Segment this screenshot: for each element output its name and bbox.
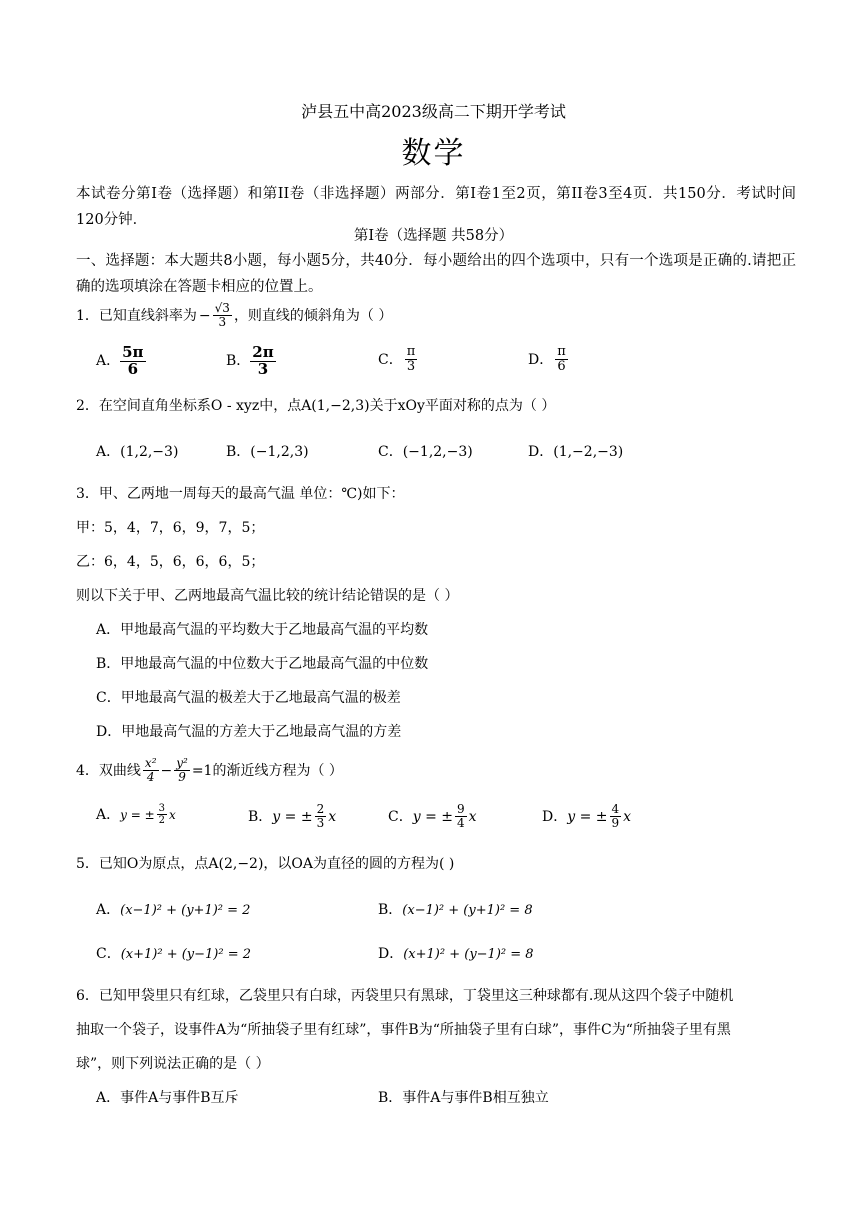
intro-paragraph: 本试卷分第I卷（选择题）和第II卷（非选择题）两部分．第I卷1至2页，第II卷3至4页．共150分．考试时间120分钟． bbox=[76, 186, 796, 228]
q3-option-c: C．甲地最高气温的极差大于乙地最高气温的极差 bbox=[96, 690, 401, 706]
q3-data-yi: 乙：6，4，5，6，6，6，5； bbox=[76, 554, 265, 570]
q4-option-d: D． y = ± $\frac{4}{9}$ x bbox=[542, 802, 632, 831]
subject-title: 数学 bbox=[401, 136, 466, 171]
q6-option-b: B．事件A与事件B相互独立 bbox=[378, 1090, 549, 1106]
q1-option-a: A． 5π 6 bbox=[96, 343, 144, 378]
question-5-stem: 5．已知O为原点，点A(2,−2)，以OA为直径的圆的方程为( ) bbox=[76, 856, 455, 872]
q2-option-c: C．(−1,2,−3) bbox=[378, 444, 473, 460]
q5-option-a: A．(x−1)² + (y+1)² = 2 bbox=[96, 902, 251, 918]
q2-option-a: A．(1,2,−3) bbox=[96, 444, 179, 460]
q5-option-d: D．(x+1)² + (y−1)² = 8 bbox=[378, 946, 534, 962]
section-title: 第I卷（选择题 共58分） bbox=[353, 228, 514, 244]
question-4-stem: 4．双曲线 $\frac{\text{x²}}{4}$ − $\frac{\text{y²}}{9}$ =1的渐近线方程为（ ） bbox=[76, 756, 343, 785]
q1-slope-fraction: $\frac{√3}{3}$ bbox=[214, 301, 230, 330]
exam-title: 泸县五中高2023级高二下期开学考试 bbox=[301, 102, 566, 121]
q1-option-b: B． 2π 3 bbox=[226, 343, 274, 378]
q4-frac-x: $\frac{\text{x²}}{4}$ bbox=[144, 756, 157, 785]
q1-stem-pre: 1．已知直线斜率为 bbox=[76, 307, 197, 324]
q3-option-d: D．甲地最高气温的方差大于乙地最高气温的方差 bbox=[96, 724, 402, 740]
q2-option-b: B．(−1,2,3) bbox=[226, 444, 309, 460]
q1-stem-post: ，则直线的倾斜角为（ ） bbox=[233, 307, 393, 324]
question-3-stem: 3．甲、乙两地一周每天的最高气温 单位：℃)如下： bbox=[76, 486, 405, 502]
q3-option-a: A．甲地最高气温的平均数大于乙地最高气温的平均数 bbox=[96, 622, 429, 638]
q1-option-d: D． $\frac{\pi}{6}$ bbox=[528, 344, 566, 375]
q6-option-a: A．事件A与事件B互斥 bbox=[96, 1090, 239, 1106]
q1-option-c: C． $\frac{\pi}{3}$ bbox=[378, 344, 416, 375]
q3-data-jia: 甲：5，4，7，6，9，7，5； bbox=[76, 520, 265, 536]
q4-frac-y: $\frac{\text{y²}}{9}$ bbox=[176, 756, 188, 785]
q2-option-d: D．(1,−2,−3) bbox=[528, 444, 624, 460]
question-6-line-2: 抽取一个袋子，设事件A为“所抽袋子里有红球”，事件B为“所抽袋子里有白球”，事件C为“所抽袋子里有黑 bbox=[76, 1022, 731, 1038]
section-instructions: 一、选择题：本大题共8小题，每小题5分，共40分．每小题给出的四个选项中，只有一个选项是正确的.请把正确的选项填涂在答题卡相应的位置上。 bbox=[76, 253, 796, 295]
question-6-line-3: 球”，则下列说法正确的是（ ） bbox=[76, 1056, 270, 1072]
q4-option-b: B． y = ± $\frac{2}{3}$ x bbox=[248, 802, 337, 831]
question-1-stem: 1．已知直线斜率为 − $\frac{√3}{3}$ ，则直线的倾斜角为（ ） bbox=[76, 301, 393, 330]
q3-question: 则以下关于甲、乙两地最高气温比较的统计结论错误的是（ ） bbox=[76, 588, 459, 604]
q3-option-b: B．甲地最高气温的中位数大于乙地最高气温的中位数 bbox=[96, 656, 429, 672]
q5-option-b: B．(x−1)² + (y+1)² = 8 bbox=[378, 902, 533, 918]
question-2-stem: 2．在空间直角坐标系O - xyz中，点A(1,−2,3)关于xOy平面对称的点为（ ） bbox=[76, 398, 556, 414]
q4-option-a: A． y = ± $\frac{3}{2}$ x bbox=[96, 803, 176, 826]
q5-option-c: C．(x+1)² + (y−1)² = 2 bbox=[96, 946, 252, 962]
q4-option-c: C． y = ± $\frac{9}{4}$ x bbox=[388, 802, 477, 831]
question-6-line-1: 6．已知甲袋里只有红球，乙袋里只有白球，丙袋里只有黑球，丁袋里这三种球都有.现从这四个袋子中随机 bbox=[76, 988, 734, 1004]
